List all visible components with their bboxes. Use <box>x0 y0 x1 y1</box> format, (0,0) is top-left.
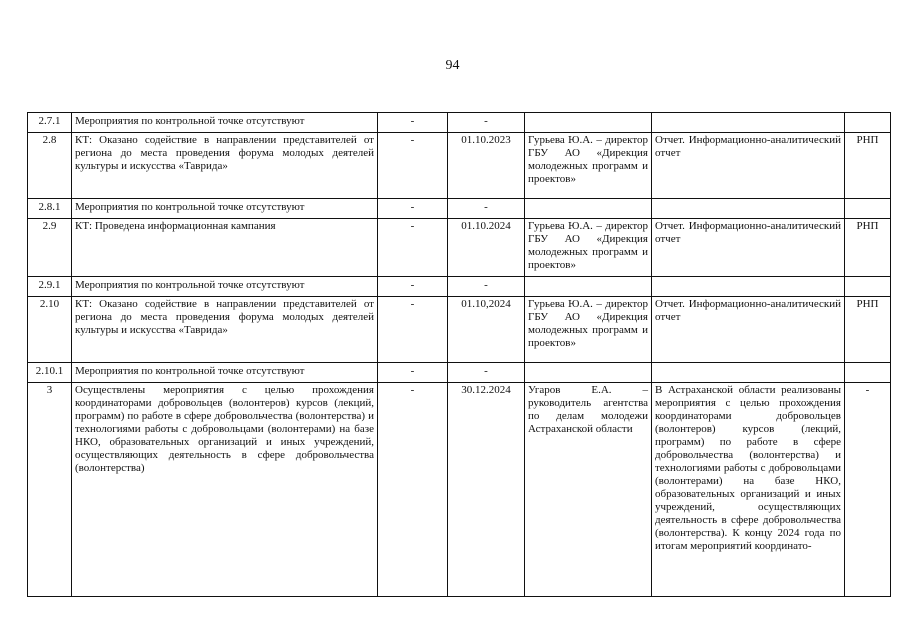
row-description: КТ: Проведена информационная кампания <box>72 219 378 277</box>
row-number: 2.10.1 <box>28 363 72 383</box>
row-number: 2.9 <box>28 219 72 277</box>
table-row <box>28 219 891 277</box>
row-description: Мероприятия по контрольной точке отсутствуют <box>72 277 378 297</box>
row-document <box>652 277 845 297</box>
row-date-end: 01.10.2024 <box>448 219 525 277</box>
row-date-end: - <box>448 199 525 219</box>
row-number: 2.9.1 <box>28 277 72 297</box>
row-level <box>845 199 891 219</box>
row-date-start: - <box>378 199 448 219</box>
table-row <box>28 383 891 597</box>
row-document <box>652 363 845 383</box>
table-row <box>28 297 891 363</box>
row-responsible <box>525 363 652 383</box>
row-document: Отчет. Информационно-аналитический отчет <box>652 133 845 199</box>
row-date-end: 01.10.2023 <box>448 133 525 199</box>
row-date-start: - <box>378 277 448 297</box>
row-date-end: - <box>448 363 525 383</box>
row-level <box>845 113 891 133</box>
row-description: Мероприятия по контрольной точке отсутствуют <box>72 113 378 133</box>
row-number: 3 <box>28 383 72 597</box>
row-date-start: - <box>378 383 448 597</box>
row-level <box>845 277 891 297</box>
row-number: 2.7.1 <box>28 113 72 133</box>
table-row <box>28 113 891 133</box>
row-level: РНП <box>845 219 891 277</box>
row-responsible: Гурьева Ю.А. – директор ГБУ АО «Дирекция молодежных программ и проектов» <box>525 219 652 277</box>
row-responsible: Гурьева Ю.А. – директор ГБУ АО «Дирекция молодежных программ и проектов» <box>525 133 652 199</box>
row-date-start: - <box>378 297 448 363</box>
row-date-end: 01.10,2024 <box>448 297 525 363</box>
row-responsible: Гурьева Ю.А. – директор ГБУ АО «Дирекция молодежных программ и проектов» <box>525 297 652 363</box>
row-level: - <box>845 383 891 597</box>
row-number: 2.8 <box>28 133 72 199</box>
row-date-start: - <box>378 363 448 383</box>
row-document: В Астраханской области реализованы мероприятия с целью прохождения координаторами добровольцев (волонтеров) курсов (лекций, программ) по работе в сфере добровольчества (волонтерства) и технологиями работы с добровольцами (волонтерами) на базе НКО, образовательных организаций и иных учреждений, осуществляющих деятельность в сфере добровольчества (волонтерства). К концу 2024 года по итогам мероприятий координато- <box>652 383 845 597</box>
page-number: 94 <box>445 58 460 73</box>
row-document <box>652 199 845 219</box>
row-description: Мероприятия по контрольной точке отсутствуют <box>72 199 378 219</box>
table-body <box>28 113 891 597</box>
table-row <box>28 199 891 219</box>
row-date-end: 30.12.2024 <box>448 383 525 597</box>
row-number: 2.10 <box>28 297 72 363</box>
row-responsible <box>525 199 652 219</box>
row-level: РНП <box>845 297 891 363</box>
row-date-end: - <box>448 277 525 297</box>
row-date-start: - <box>378 219 448 277</box>
table-row <box>28 363 891 383</box>
row-responsible: Угаров Е.А. – руководитель агентства по делам молодежи Астраханской области <box>525 383 652 597</box>
row-level: РНП <box>845 133 891 199</box>
row-level <box>845 363 891 383</box>
row-document <box>652 113 845 133</box>
plan-table <box>27 112 891 597</box>
row-description: Осуществлены мероприятия с целью прохождения координаторами добровольцев (волонтеров) курсов (лекций, программ) по работе в сфере добровольчества (волонтерства) и технологиями работы с добровольцами (волонтерами) на базе НКО, образовательных организаций и иных учреждений, осуществляющих деятельность в сфере добровольчества (волонтерства) <box>72 383 378 597</box>
row-description: КТ: Оказано содействие в направлении представителей от региона до места проведения форума молодых деятелей культуры и искусства «Таврида» <box>72 297 378 363</box>
row-document: Отчет. Информационно-аналитический отчет <box>652 297 845 363</box>
row-responsible <box>525 113 652 133</box>
table-row <box>28 133 891 199</box>
row-date-start: - <box>378 113 448 133</box>
row-description: Мероприятия по контрольной точке отсутствуют <box>72 363 378 383</box>
row-description: КТ: Оказано содействие в направлении представителей от региона до места проведения форума молодых деятелей культуры и искусства «Таврида» <box>72 133 378 199</box>
row-date-end: - <box>448 113 525 133</box>
table-row <box>28 277 891 297</box>
row-responsible <box>525 277 652 297</box>
row-document: Отчет. Информационно-аналитический отчет <box>652 219 845 277</box>
row-number: 2.8.1 <box>28 199 72 219</box>
row-date-start: - <box>378 133 448 199</box>
